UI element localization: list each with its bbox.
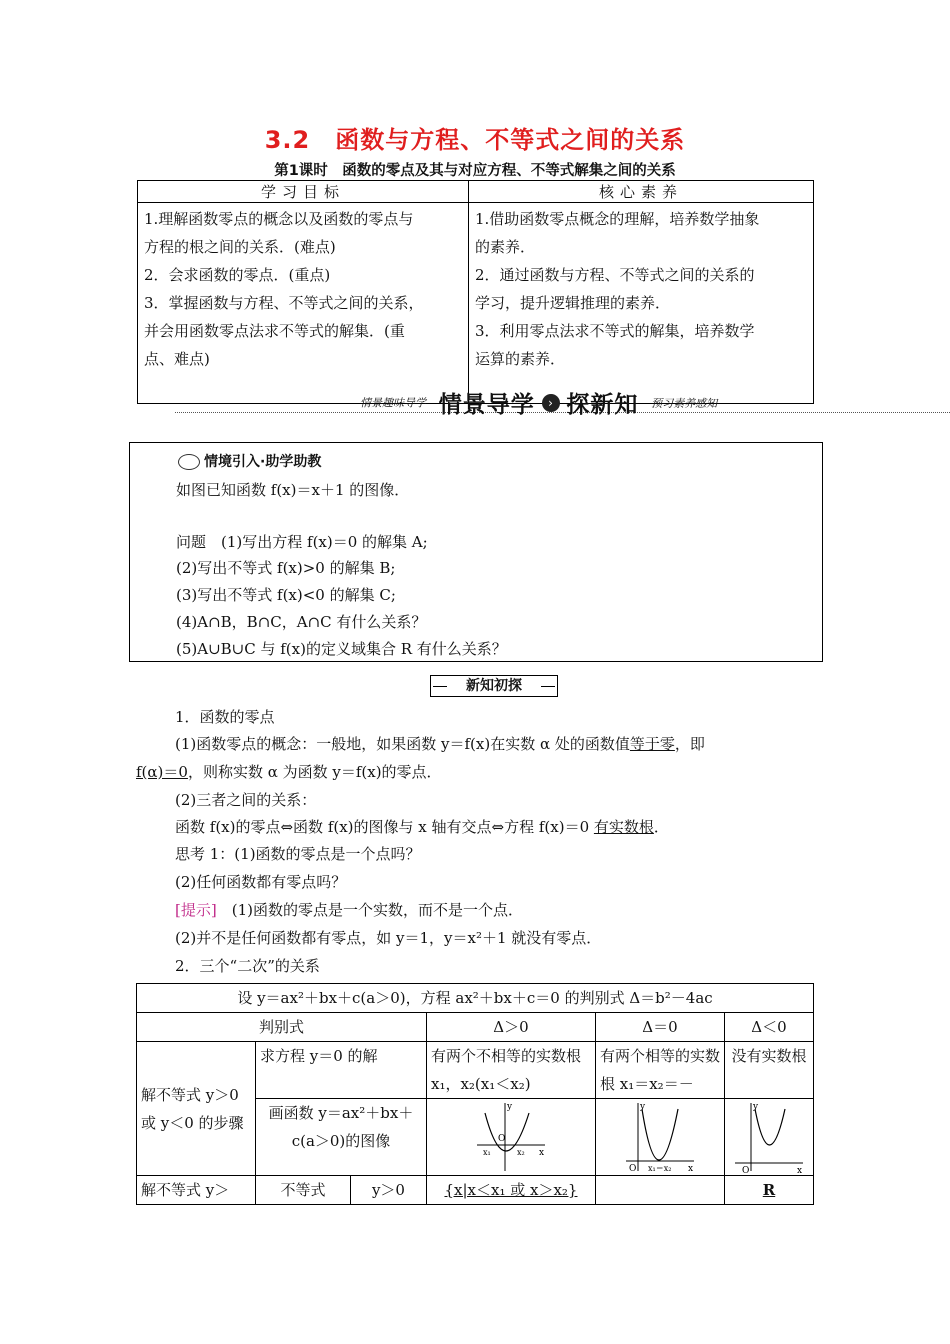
intro-line: (4)A∩B，B∩C，A∩C 有什么关系？	[176, 613, 427, 631]
intro-line: (5)A∪B∪C 与 f(x)的定义域集合 R 有什么关系？	[176, 640, 507, 658]
svg-text:y: y	[506, 1102, 513, 1112]
banner-right-caption: 预习素养感知	[651, 396, 718, 410]
goals-table	[137, 180, 814, 404]
parabola-no-root-graph	[729, 1099, 809, 1175]
col-delta-neg: Δ＜0	[724, 1013, 813, 1042]
banner-title-1: 情景导学	[438, 392, 535, 418]
page-title: 3.2 函数与方程、不等式之间的关系	[264, 126, 686, 154]
roots-double: 有两个相等的实数根 x₁＝x₂＝－	[595, 1042, 724, 1099]
goals-right-cell	[469, 203, 814, 404]
body-line: (2)任何函数都有零点吗？	[175, 873, 347, 891]
solution-no-root: R	[724, 1176, 813, 1205]
col-discriminant: 判别式	[137, 1013, 427, 1042]
intro-line: (2)写出不等式 f(x)>0 的解集 B;	[176, 559, 396, 577]
goals-left-cell	[138, 203, 469, 404]
svg-text:x₁＝x₂: x₁＝x₂	[647, 1164, 672, 1173]
body-line: (1)函数零点的概念：一般地，如果函数 y＝f(x)在实数 α 处的函数值等于零，即	[175, 735, 705, 753]
svg-text:x: x	[687, 1164, 694, 1174]
goal-line: 2．会求函数的零点．(重点)	[144, 266, 331, 284]
svg-text:O: O	[741, 1166, 750, 1175]
lesson-subtitle: 第1课时 函数的零点及其与对应方程、不等式解集之间的关系	[274, 163, 676, 179]
body-line: (2)并不是任何函数都有零点，如 y＝1，y＝x²＋1 就没有零点．	[175, 929, 602, 947]
graph-double-root	[595, 1099, 724, 1176]
literacy-line: 1.借助函数零点概念的理解，培养数学抽象	[475, 210, 760, 228]
svg-text:x: x	[538, 1148, 545, 1158]
graph-no-root	[724, 1099, 813, 1176]
goal-line: 1.理解函数零点的概念以及函数的零点与	[144, 210, 414, 228]
intro-line: 如图已知函数 f(x)＝x＋1 的图像．	[176, 481, 410, 499]
row-graph-label: 画函数 y＝ax²＋bx＋c(a＞0)的图像	[256, 1099, 427, 1176]
quadratic-table	[136, 983, 814, 1205]
col-delta-pos: Δ＞0	[426, 1013, 595, 1042]
section-tag: 新知初探	[430, 675, 558, 697]
banner-left-caption: 情景趣味导学	[360, 396, 426, 410]
goals-header-right: 核心素养	[469, 181, 814, 203]
row-group-label: 解不等式 y＞0 或 y＜0 的步骤	[137, 1042, 256, 1176]
literacy-line: 运算的素养．	[475, 350, 566, 368]
row-ineq-cond: y＞0	[350, 1176, 426, 1205]
goal-line: 并会用函数零点法求不等式的解集．(重	[144, 322, 405, 340]
row-group-label-2: 解不等式 y＞	[137, 1176, 256, 1205]
svg-text:x: x	[796, 1166, 803, 1175]
solution-two-roots: {x|x＜x₁ 或 x＞x₂}	[426, 1176, 595, 1205]
svg-text:O: O	[497, 1134, 506, 1144]
intro-heading	[178, 451, 321, 471]
row-roots-label: 求方程 y＝0 的解	[256, 1042, 427, 1099]
body-line: [提示] (1)函数的零点是一个实数，而不是一个点．	[175, 901, 523, 919]
svg-text:x₁: x₁	[482, 1148, 491, 1157]
table-header: 设 y＝ax²＋bx＋c(a＞0)，方程 ax²＋bx＋c＝0 的判别式 Δ＝b²－4ac	[137, 984, 814, 1013]
svg-text:y: y	[752, 1102, 759, 1112]
col-delta-zero: Δ＝0	[595, 1013, 724, 1042]
intro-heading-text: 情境引入·助学助教	[204, 454, 322, 470]
goal-line: 点、难点)	[144, 350, 210, 368]
parabola-double-root-graph	[620, 1099, 700, 1175]
goal-line: 3．掌握函数与方程、不等式之间的关系，	[144, 294, 424, 312]
goals-header-left: 学习目标	[138, 181, 469, 203]
body-line: 函数 f(x)的零点⇔函数 f(x)的图像与 x 轴有交点⇔方程 f(x)＝0 有实数根．	[175, 818, 669, 836]
svg-text:O: O	[628, 1164, 637, 1174]
roots-two: 有两个不相等的实数根 x₁，x₂(x₁＜x₂)	[426, 1042, 595, 1099]
row-ineq-label: 不等式	[256, 1176, 351, 1205]
literacy-line: 2．通过函数与方程、不等式之间的关系的	[475, 266, 755, 284]
body-line: f(α)＝0，则称实数 α 为函数 y＝f(x)的零点．	[136, 763, 442, 781]
chevron-right-icon: ›	[542, 394, 560, 412]
goal-line: 方程的根之间的关系．(难点)	[144, 238, 336, 256]
section-banner	[360, 386, 717, 419]
svg-text:y: y	[639, 1102, 646, 1112]
intro-box	[129, 442, 823, 662]
banner-title-2: 探新知	[566, 392, 639, 418]
intro-line: 问题 (1)写出方程 f(x)＝0 的解集 A;	[176, 533, 428, 551]
literacy-line: 的素养．	[475, 238, 536, 256]
lightbulb-icon	[178, 454, 200, 470]
body-line: 思考 1：(1)函数的零点是一个点吗？	[175, 845, 421, 863]
solution-double-root	[595, 1176, 724, 1205]
graph-two-roots	[426, 1099, 595, 1176]
parabola-two-roots-graph	[471, 1099, 551, 1175]
svg-text:x₂: x₂	[516, 1148, 525, 1157]
body-line: 1．函数的零点	[175, 708, 275, 726]
intro-line: (3)写出不等式 f(x)<0 的解集 C;	[176, 586, 396, 604]
body-line: (2)三者之间的关系：	[175, 791, 317, 809]
literacy-line: 3．利用零点法求不等式的解集，培养数学	[475, 322, 755, 340]
hint-label: [提示]	[175, 901, 217, 919]
body-line: 2．三个“二次”的关系	[175, 957, 320, 975]
literacy-line: 学习，提升逻辑推理的素养．	[475, 294, 671, 312]
roots-none: 没有实数根	[724, 1042, 813, 1099]
